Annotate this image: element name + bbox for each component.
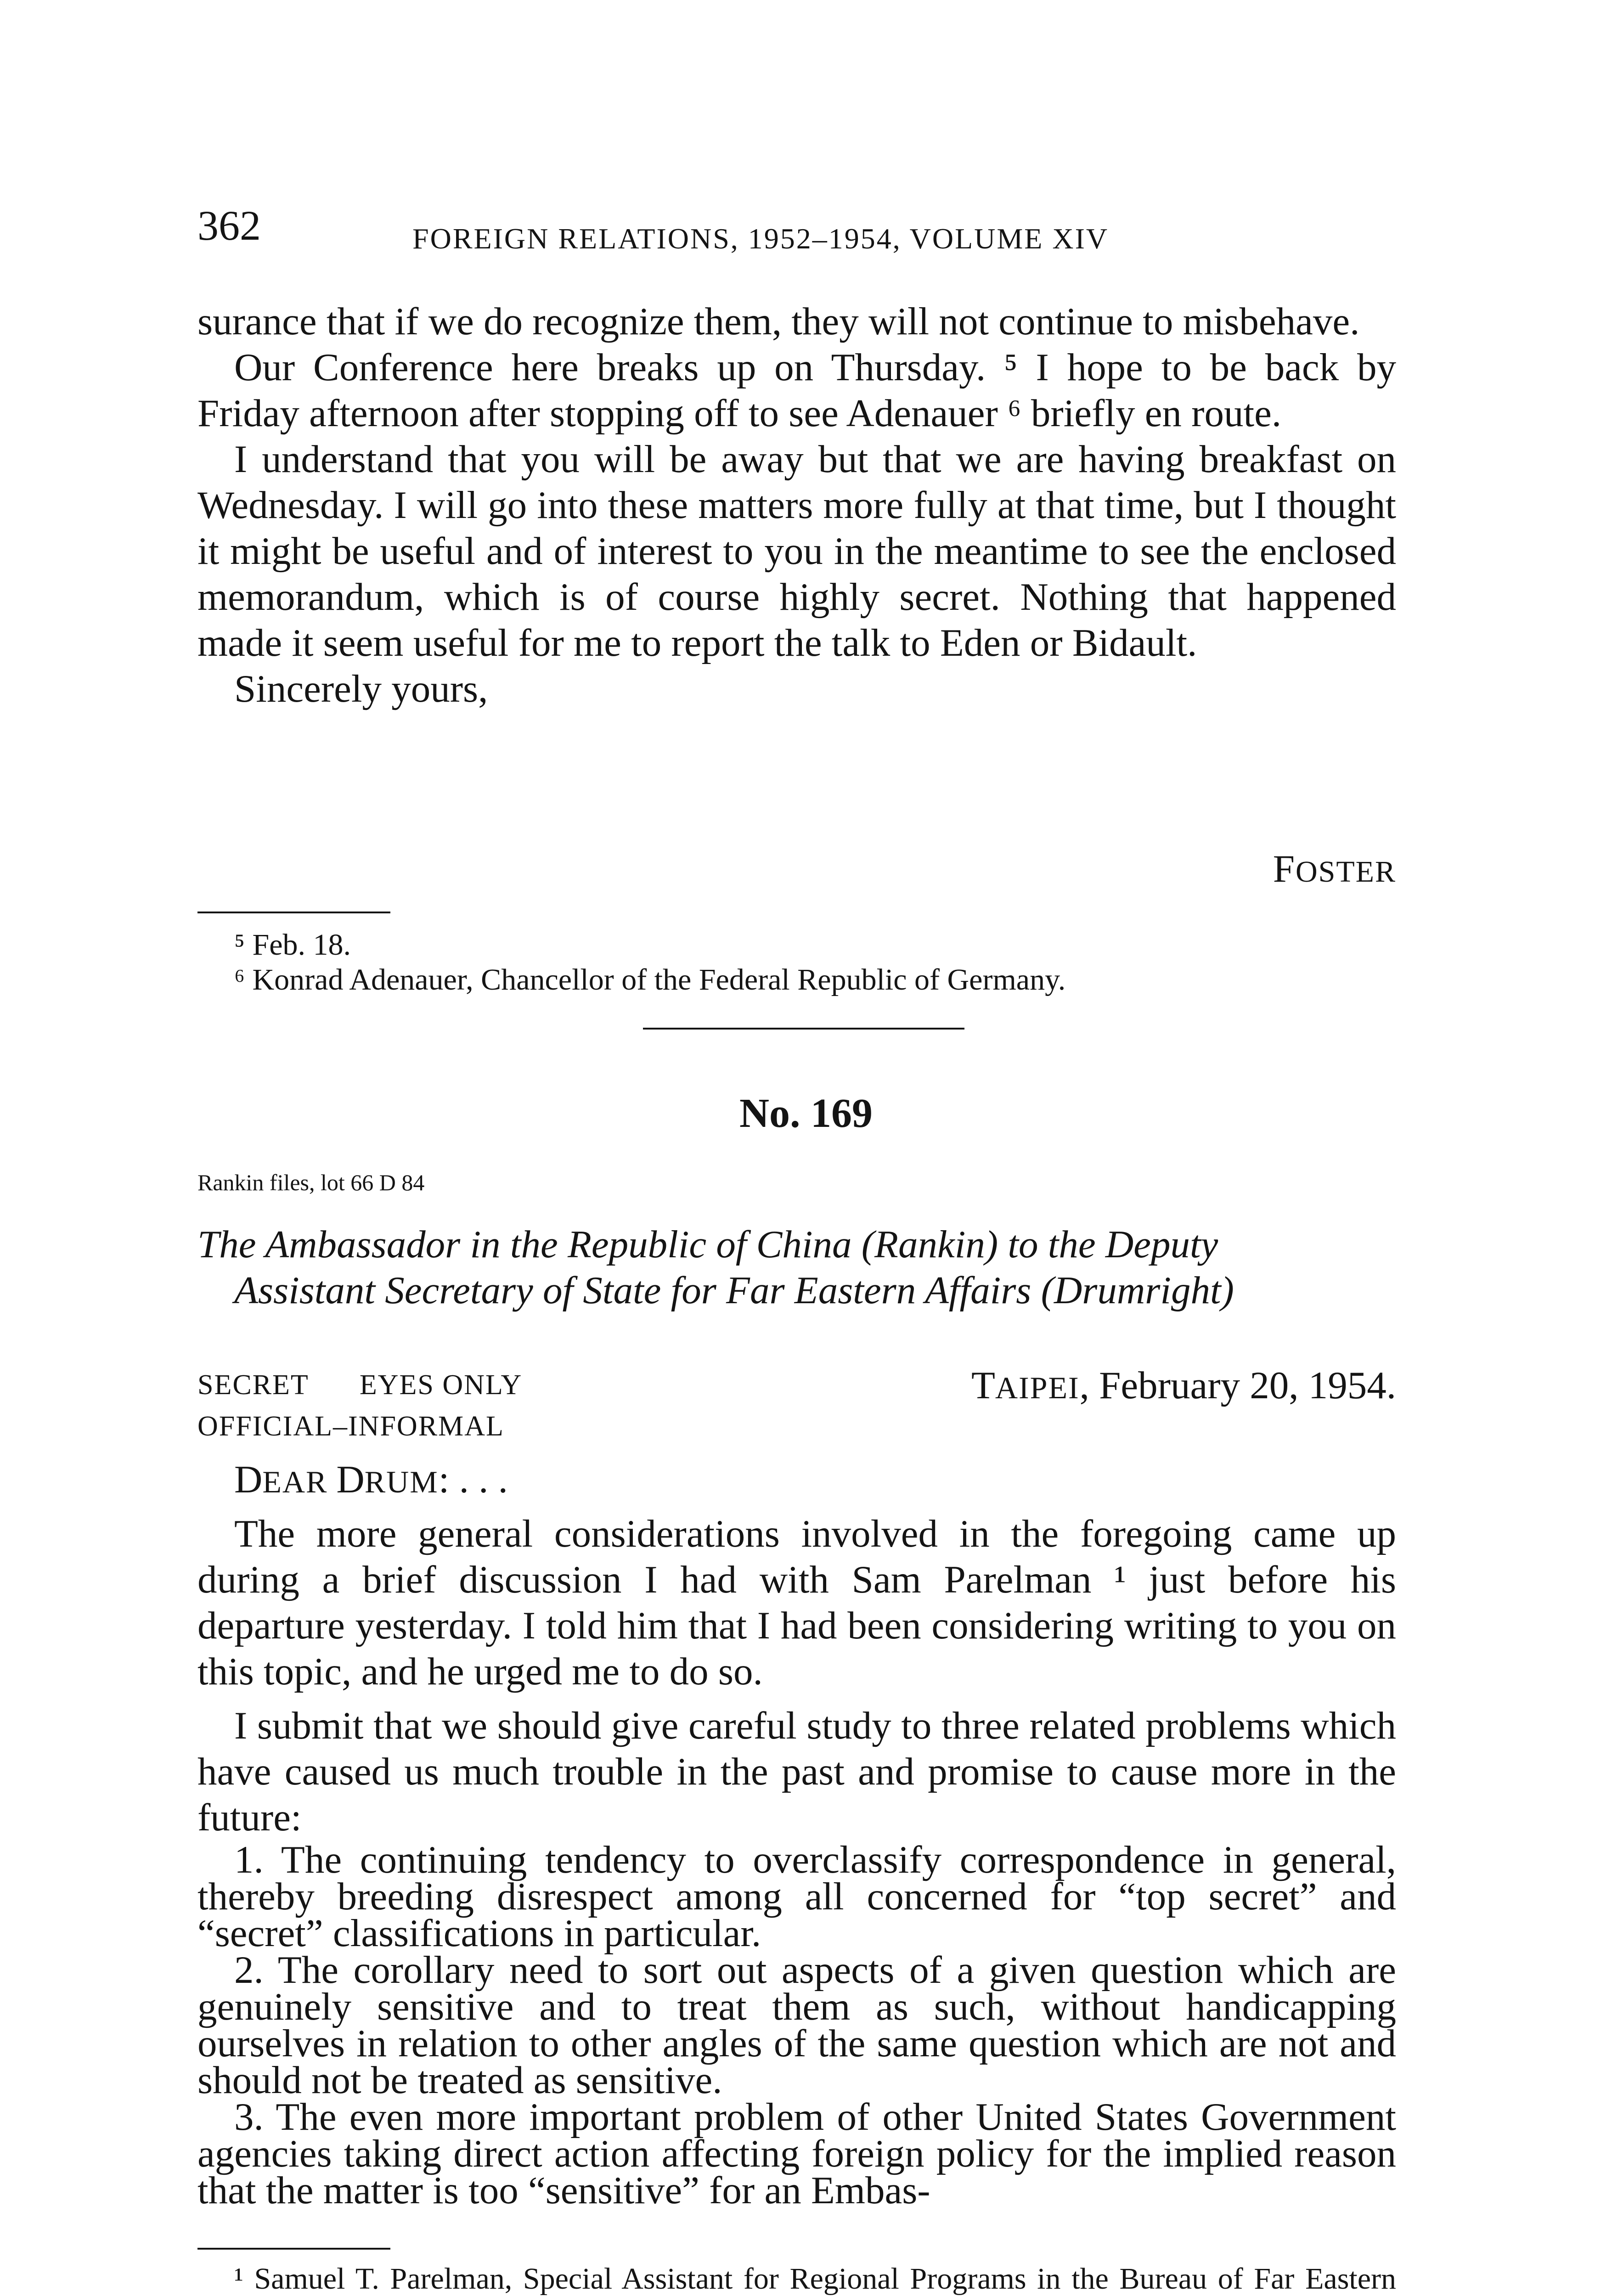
paragraph: surance that if we do recognize them, they will not continue to misbehave. (197, 300, 1360, 343)
paragraph: I submit that we should give careful study to three related problems which have caused us much trouble in the past and promise to cause more in the future: (197, 1704, 1396, 1839)
footnotes-top (197, 928, 1396, 997)
paragraph: The more general considerations involved in the foregoing came up during a brief discussion I had with Sam Parelman ¹ just before his departure yesterday. I told him that I had been considering writing to you on this topic, and he urged me to do so. (197, 1512, 1396, 1693)
classification-secret: SECRET (197, 1369, 309, 1401)
source-note: Rankin files, lot 66 D 84 (197, 1170, 425, 1195)
classification-official-informal: OFFICIAL–INFORMAL (197, 1411, 504, 1442)
list-item: 3. The even more important problem of other United States Government agencies taking direct action affecting foreign policy for the implied reason that the matter is too “sensitive” for an Embas- (197, 2095, 1396, 2212)
document-title-line: Assistant Secretary of State for Far Eastern Affairs (Drumright) (234, 1269, 1234, 1312)
paragraph: Our Conference here breaks up on Thursday. ⁵ I hope to be back by Friday afternoon after stopping off to see Adenauer ⁶ briefly en route. (197, 346, 1396, 435)
list-item: 1. The continuing tendency to overclassify correspondence in general, thereby breeding disrespect among all concerned for “top secret” and “secret” classifications in particular. (197, 1838, 1396, 1955)
footnotes-bottom (197, 2262, 1396, 2296)
salutation-part: RUM (364, 1464, 439, 1499)
list-item: 2. The corollary need to sort out aspects of a given question which are genuinely sensitive and to treat them as such, without handicapping ourselves in relation to other angles of the same question which are not and should not be treated as sensitive. (197, 1948, 1396, 2102)
letter-body (197, 1511, 1396, 1840)
salutation-tail: : . . . (438, 1458, 508, 1501)
paragraph: I understand that you will be away but that we are having breakfast on Wednesday. I will go into these matters more fully at that time, but I thought it might be useful and of interest to you in the meantime to see the enclosed memorandum, which is of course highly secret. Nothing that happened made it seem useful for me to report the talk to Eden or Bidault. (197, 438, 1396, 664)
signature-rest: OSTER (1295, 855, 1396, 889)
dateline-place-initial: T (971, 1364, 995, 1407)
running-title: FOREIGN RELATIONS, 1952–1954, VOLUME XIV (412, 222, 1109, 255)
dateline-date: , February 20, 1954. (1079, 1364, 1396, 1407)
classification-eyes-only: EYES ONLY (359, 1369, 523, 1401)
document-title (197, 1221, 1396, 1313)
page-number: 362 (197, 202, 261, 249)
document-title-line: The Ambassador in the Republic of China (Rankin) to the Deputy (197, 1223, 1218, 1266)
footnote: ¹ Samuel T. Parelman, Special Assistant for Regional Programs in the Bureau of Far Eastern (234, 2262, 1396, 2296)
numbered-list (197, 1838, 1396, 2212)
letter-continuation (197, 298, 1396, 712)
dateline-place-rest: AIPEI (995, 1370, 1080, 1405)
salutation-initial: D (336, 1458, 365, 1501)
salutation-initial: D (234, 1458, 263, 1501)
section-separator (643, 1028, 964, 1030)
document-number: No. 169 (739, 1091, 873, 1136)
footnote-rule (197, 912, 390, 913)
dateline (971, 1366, 1396, 1405)
footnote: ⁵ Feb. 18. (234, 928, 351, 962)
classification-line (197, 1371, 522, 1399)
signature-initial: F (1273, 847, 1296, 890)
signature (197, 847, 1396, 890)
closing: Sincerely yours, (234, 667, 488, 710)
salutation (234, 1460, 508, 1499)
footnote: ⁶ Konrad Adenauer, Chancellor of the Federal Republic of Germany. (234, 963, 1066, 996)
footnote-rule (197, 2248, 390, 2250)
salutation-part: EAR (262, 1464, 337, 1499)
